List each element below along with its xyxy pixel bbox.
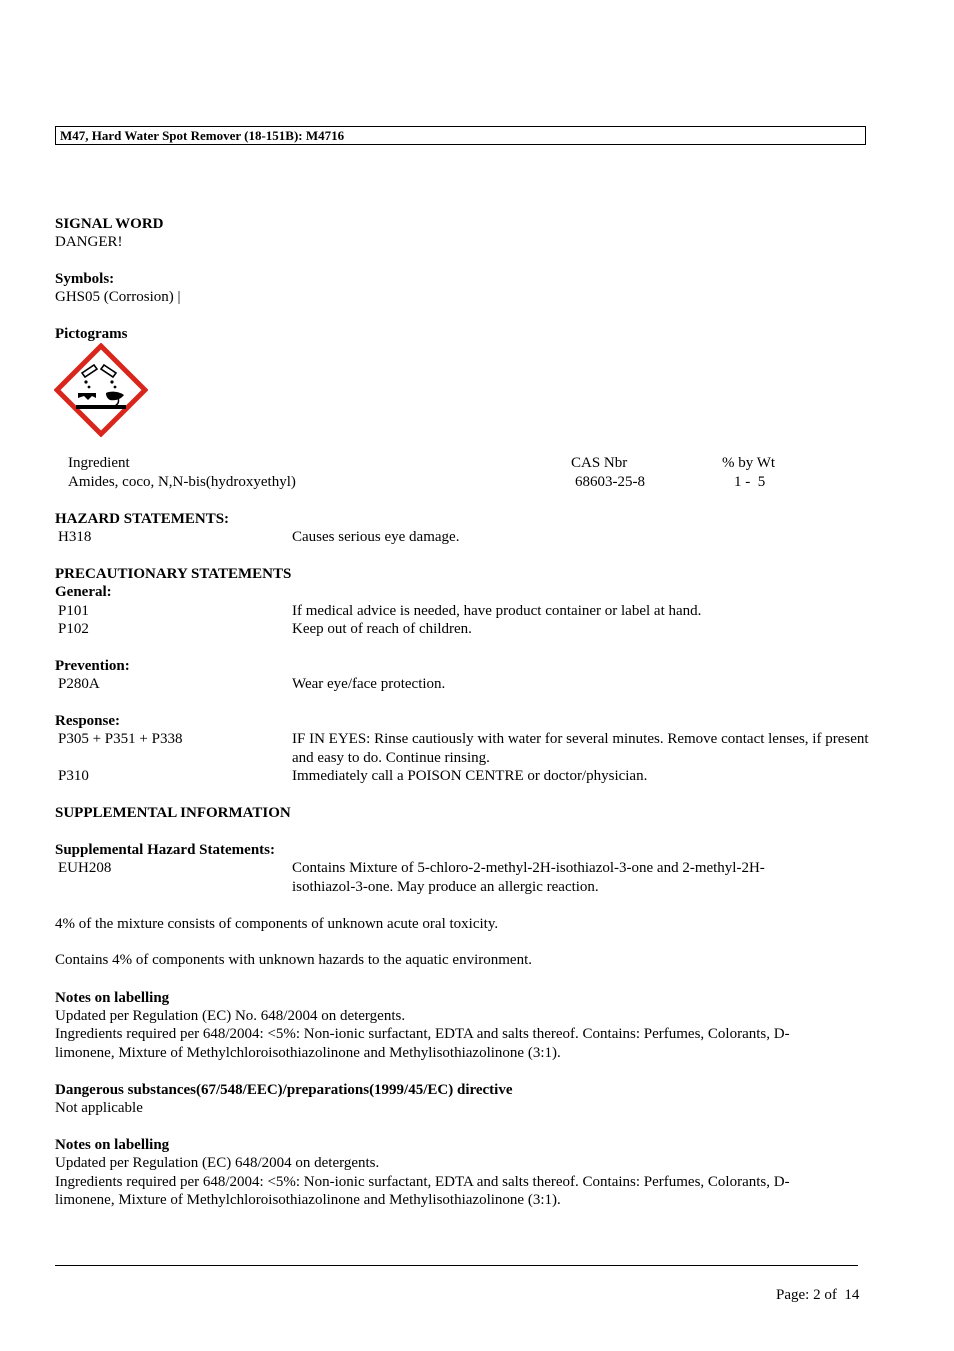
supplemental-hazard-heading: Supplemental Hazard Statements: (55, 842, 275, 858)
ingredient-name: Amides, coco, N,N-bis(hydroxyethyl) (68, 474, 296, 490)
notes-labelling-heading: Notes on labelling (55, 1137, 170, 1153)
notes-labelling-heading: Notes on labelling (55, 990, 170, 1006)
ingredient-column-header: Ingredient (68, 455, 130, 471)
prevention-text: Wear eye/face protection. (292, 676, 446, 692)
directive-value: Not applicable (55, 1100, 143, 1116)
notes-labelling-line: limonene, Mixture of Methylchloroisothiazolinone and Methylisothiazolinone (3:1). (55, 1192, 561, 1208)
response-code: P305 + P351 + P338 (58, 731, 183, 747)
prevention-code: P280A (58, 676, 100, 692)
oral-toxicity-note: 4% of the mixture consists of components of unknown acute oral toxicity. (55, 916, 499, 932)
cas-column-header: CAS Nbr (571, 455, 628, 471)
signal-word-value: DANGER! (55, 234, 123, 250)
ghs05-corrosion-icon (54, 343, 148, 437)
symbols-heading: Symbols: (55, 271, 115, 287)
notes-labelling-line: Updated per Regulation (EC) 648/2004 on detergents. (55, 1155, 380, 1171)
euh-text-line1: Contains Mixture of 5-chloro-2-methyl-2H-isothiazol-3-one and 2-methyl-2H- (292, 860, 765, 876)
footer-divider (55, 1265, 858, 1266)
document-header (55, 126, 866, 145)
response-text-line2: and easy to do. Continue rinsing. (292, 750, 490, 766)
page-number: Page: 2 of 14 (776, 1287, 860, 1303)
ingredient-cas: 68603-25-8 (575, 474, 645, 490)
document-title: M47, Hard Water Spot Remover (18-151B): M4716 (60, 128, 345, 143)
prevention-heading: Prevention: (55, 658, 130, 674)
response-text-line1: IF IN EYES: Rinse cautiously with water for several minutes. Remove contact lenses, if present (292, 731, 869, 747)
hazard-text: Causes serious eye damage. (292, 529, 460, 545)
supplemental-heading: SUPPLEMENTAL INFORMATION (55, 805, 291, 821)
precautionary-heading: PRECAUTIONARY STATEMENTS (55, 566, 292, 582)
response-text: Immediately call a POISON CENTRE or doctor/physician. (292, 768, 648, 784)
precaution-code: P102 (58, 621, 89, 637)
directive-heading: Dangerous substances(67/548/EEC)/preparations(1999/45/EC) directive (55, 1082, 513, 1098)
response-code: P310 (58, 768, 89, 784)
general-heading: General: (55, 584, 112, 600)
notes-labelling-line: Ingredients required per 648/2004: <5%: Non-ionic surfactant, EDTA and salts thereof. Contains: Perfumes, Colorants, D- (55, 1026, 790, 1042)
symbols-value: GHS05 (Corrosion) | (55, 289, 181, 305)
pictograms-heading: Pictograms (55, 326, 128, 342)
precaution-code: P101 (58, 603, 89, 619)
aquatic-note: Contains 4% of components with unknown hazards to the aquatic environment. (55, 952, 532, 968)
ingredient-weight: 1 - 5 (734, 474, 766, 490)
signal-word-heading: SIGNAL WORD (55, 216, 164, 232)
precaution-text: If medical advice is needed, have product container or label at hand. (292, 603, 702, 619)
euh-code: EUH208 (58, 860, 112, 876)
euh-text-line2: isothiazol-3-one. May produce an allergic reaction. (292, 879, 599, 895)
hazard-statements-heading: HAZARD STATEMENTS: (55, 511, 230, 527)
notes-labelling-line: limonene, Mixture of Methylchloroisothiazolinone and Methylisothiazolinone (3:1). (55, 1045, 561, 1061)
notes-labelling-line: Ingredients required per 648/2004: <5%: Non-ionic surfactant, EDTA and salts thereof. Contains: Perfumes, Colorants, D- (55, 1174, 790, 1190)
notes-labelling-line: Updated per Regulation (EC) No. 648/2004 on detergents. (55, 1008, 406, 1024)
hazard-code: H318 (58, 529, 92, 545)
precaution-text: Keep out of reach of children. (292, 621, 472, 637)
response-heading: Response: (55, 713, 121, 729)
weight-column-header: % by Wt (722, 455, 776, 471)
